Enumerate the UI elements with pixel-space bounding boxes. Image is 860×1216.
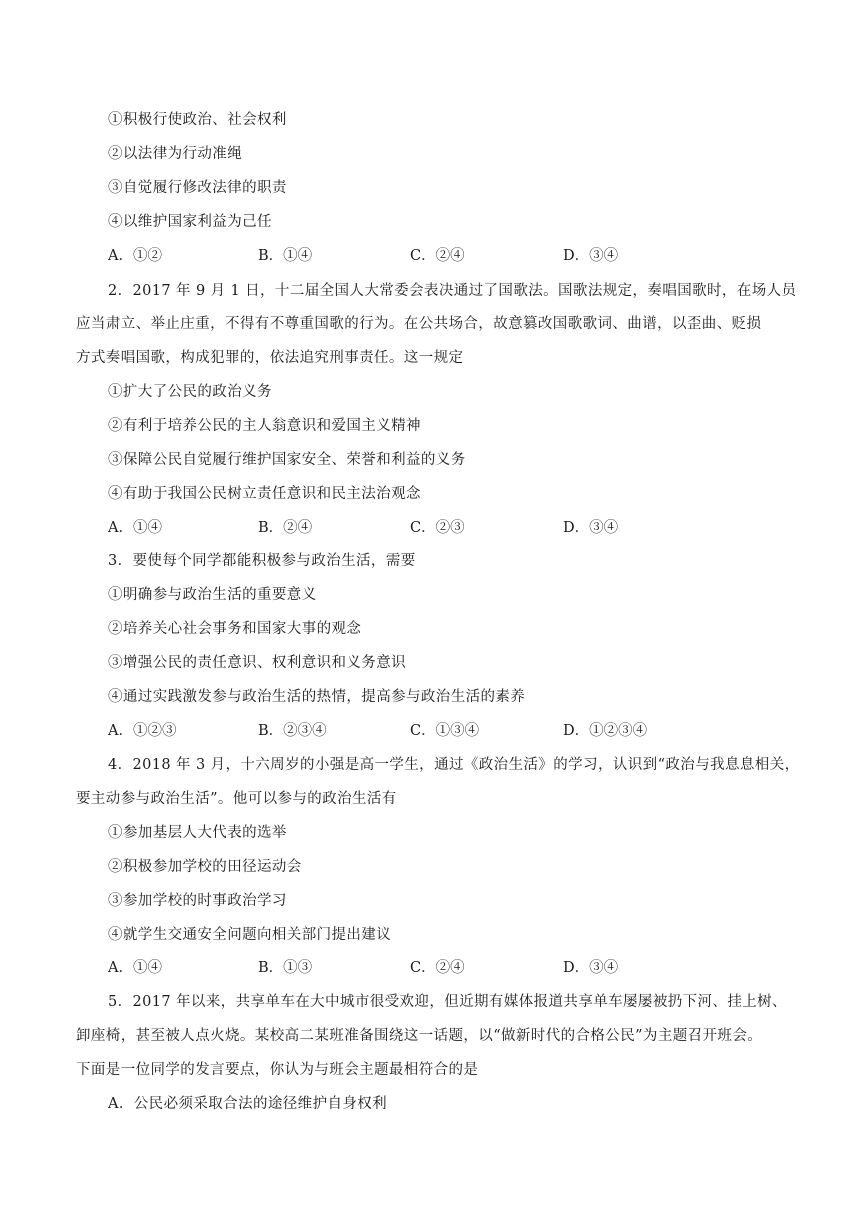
q4-option-d: D．③④ xyxy=(563,960,619,976)
q2-option-b: B．②④ xyxy=(258,520,313,536)
q1-item-3: ③自觉履行修改法律的职责 xyxy=(108,180,287,196)
q3-option-d: D．①②③④ xyxy=(563,723,648,739)
q3-item-4: ④通过实践激发参与政治生活的热情，提高参与政治生活的素养 xyxy=(108,689,526,705)
q2-item-4: ④有助于我国公民树立责任意识和民主法治观念 xyxy=(108,486,421,502)
q3-item-1: ①明确参与政治生活的重要意义 xyxy=(108,587,317,603)
q1-option-a: A．①② xyxy=(108,248,162,264)
q2-option-a: A．①④ xyxy=(108,520,162,536)
q1-item-1: ①积极行使政治、社会权利 xyxy=(108,112,287,128)
q2-item-1: ①扩大了公民的政治义务 xyxy=(108,384,272,400)
q2-option-c: C．②③ xyxy=(410,520,465,536)
q2-stem-line-1: 2．2017 年 9 月 1 日，十二届全国人大常委会表决通过了国歌法。国歌法规定，奏唱国歌时，在场人员 xyxy=(108,283,797,299)
q4-option-b: B．①③ xyxy=(258,960,313,976)
q2-stem-line-2: 应当肃立、举止庄重，不得有不尊重国歌的行为。在公共场合，故意篡改国歌歌词、曲谱，以歪曲、贬损 xyxy=(76,316,762,332)
q3-option-a: A．①②③ xyxy=(108,723,177,739)
q1-option-b: B．①④ xyxy=(258,248,313,264)
q4-option-c: C．②④ xyxy=(410,960,465,976)
q4-option-a: A．①④ xyxy=(108,960,162,976)
q1-item-4: ④以维护国家利益为己任 xyxy=(108,214,272,230)
q4-stem-line-1: 4．2018 年 3 月，十六周岁的小强是高一学生，通过《政治生活》的学习，认识到“政治与我息息相关， xyxy=(108,757,800,773)
q5-option-a: A．公民必须采取合法的途径维护自身权利 xyxy=(108,1096,388,1112)
q2-item-3: ③保障公民自觉履行维护国家安全、荣誉和利益的义务 xyxy=(108,452,466,468)
q2-item-2: ②有利于培养公民的主人翁意识和爱国主义精神 xyxy=(108,418,421,434)
q1-option-d: D．③④ xyxy=(563,248,619,264)
q1-item-2: ②以法律为行动准绳 xyxy=(108,146,243,162)
q3-option-c: C．①③④ xyxy=(410,723,480,739)
q5-stem-line-1: 5．2017 年以来，共享单车在大中城市很受欢迎，但近期有媒体报道共享单车屡屡被扔下河、挂上树、 xyxy=(108,994,787,1010)
q4-item-3: ③参加学校的时事政治学习 xyxy=(108,893,287,909)
q5-stem-line-2: 卸座椅，甚至被人点火烧。某校高二某班准备围绕这一话题，以“做新时代的合格公民”为主题召开班会。 xyxy=(76,1028,763,1044)
q3-item-2: ②培养关心社会事务和国家大事的观念 xyxy=(108,621,362,637)
q3-item-3: ③增强公民的责任意识、权利意识和义务意识 xyxy=(108,655,406,671)
q4-item-2: ②积极参加学校的田径运动会 xyxy=(108,859,302,875)
q4-item-1: ①参加基层人大代表的选举 xyxy=(108,825,287,841)
q3-stem: 3．要使每个同学都能积极参与政治生活，需要 xyxy=(108,553,416,569)
q4-stem-line-2: 要主动参与政治生活”。他可以参与的政治生活有 xyxy=(76,791,397,807)
q3-option-b: B．②③④ xyxy=(258,723,327,739)
q4-item-4: ④就学生交通安全问题向相关部门提出建议 xyxy=(108,927,392,943)
q2-option-d: D．③④ xyxy=(563,520,619,536)
q1-option-c: C．②④ xyxy=(410,248,465,264)
q2-stem-line-3: 方式奏唱国歌，构成犯罪的，依法追究刑事责任。这一规定 xyxy=(76,350,464,366)
q5-stem-line-3: 下面是一位同学的发言要点，你认为与班会主题最相符合的是 xyxy=(76,1062,479,1078)
